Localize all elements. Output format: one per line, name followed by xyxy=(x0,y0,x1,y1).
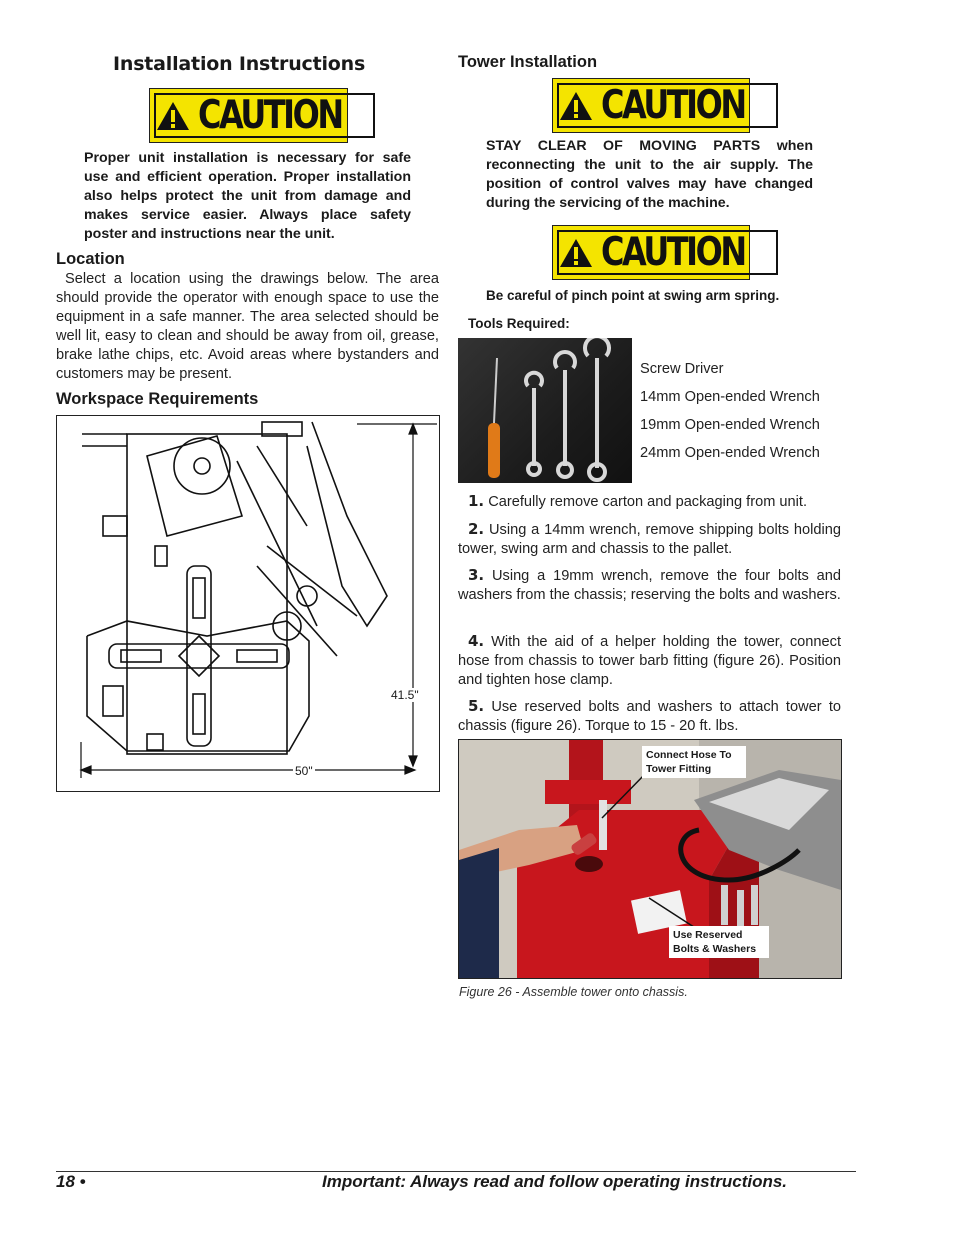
workspace-heading: Workspace Requirements xyxy=(56,390,259,408)
step-number: 4. xyxy=(468,632,485,650)
tool-item: Screw Driver xyxy=(640,361,724,377)
depth-dimension: 41.5" xyxy=(391,688,419,702)
tower-heading: Tower Installation xyxy=(458,53,598,71)
step-4 xyxy=(458,632,841,690)
step-number: 3. xyxy=(468,566,485,584)
tool-item: 14mm Open-ended Wrench xyxy=(640,389,820,405)
tool-item: 19mm Open-ended Wrench xyxy=(640,417,820,433)
step-number: 1. xyxy=(468,492,485,510)
step-text: Use reserved bolts and washers to attach tower to chassis (figure 26). Torque to 15 - 20 ft. lbs. xyxy=(458,699,841,734)
machine-top-view-drawing xyxy=(57,416,439,791)
page-number: 18 • xyxy=(56,1172,86,1191)
footer-note: Important: Always read and follow operating instructions. xyxy=(322,1172,788,1191)
caution-banner xyxy=(149,88,348,143)
location-heading: Location xyxy=(56,250,125,268)
step-text: Carefully remove carton and packaging from unit. xyxy=(488,494,807,510)
caution-banner-1 xyxy=(552,78,750,133)
location-paragraph: Select a location using the drawings below. The area should provide the operator with enough space to use the equipment in a safe manner. The area selected should be well lit, easy to clean and should be away from oil, grease, brake lathe chips, etc. Avoid areas where bystanders and customers may be present. xyxy=(56,271,439,382)
width-dimension: 50" xyxy=(295,764,313,778)
figure-26-photo xyxy=(458,739,842,979)
step-text: Using a 14mm wrench, remove shipping bolts holding tower, swing arm and chassis to the pallet. xyxy=(458,522,841,557)
step-number: 5. xyxy=(468,697,485,715)
step-1 xyxy=(458,492,841,512)
caution-label: CAUTION xyxy=(601,83,745,128)
step-3 xyxy=(458,566,841,605)
caution-label: CAUTION xyxy=(198,93,342,138)
step-5 xyxy=(458,697,841,736)
workspace-drawing xyxy=(56,415,440,792)
figure-caption: Figure 26 - Assemble tower onto chassis. xyxy=(459,985,688,999)
step-text: Using a 19mm wrench, remove the four bolts and washers from the chassis; reserving the bolts and washers. xyxy=(458,568,841,603)
caution-label: CAUTION xyxy=(601,230,745,275)
intro-paragraph: Proper unit installation is necessary for safe use and efficient operation. Proper installation also helps protect the unit from damage and makes service easier. Always place safety poster and instructions near the unit. xyxy=(84,150,411,242)
warning-icon xyxy=(559,90,593,122)
step-text: With the aid of a helper holding the tower, connect hose from chassis to tower barb fitting (figure 26). Position and tighten hose clamp. xyxy=(458,634,841,688)
caution-text-1: STAY CLEAR OF MOVING PARTS when reconnecting the unit to the air supply. The position of control valves may have changed during the servicing of the machine. xyxy=(486,138,813,211)
tools-photo xyxy=(458,338,632,483)
warning-icon xyxy=(156,100,190,132)
warning-icon xyxy=(559,237,593,269)
section-heading: Installation Instructions xyxy=(113,53,366,75)
photo-label-reserved-bolts: Use Reserved Bolts & Washers xyxy=(669,926,769,958)
tools-heading: Tools Required: xyxy=(468,316,570,331)
caution-banner-2 xyxy=(552,225,750,280)
step-number: 2. xyxy=(468,520,485,538)
step-2 xyxy=(458,520,841,559)
caution-text-2: Be careful of pinch point at swing arm spring. xyxy=(486,288,780,303)
tool-item: 24mm Open-ended Wrench xyxy=(640,445,820,461)
photo-label-connect-hose: Connect Hose To Tower Fitting xyxy=(642,746,746,778)
